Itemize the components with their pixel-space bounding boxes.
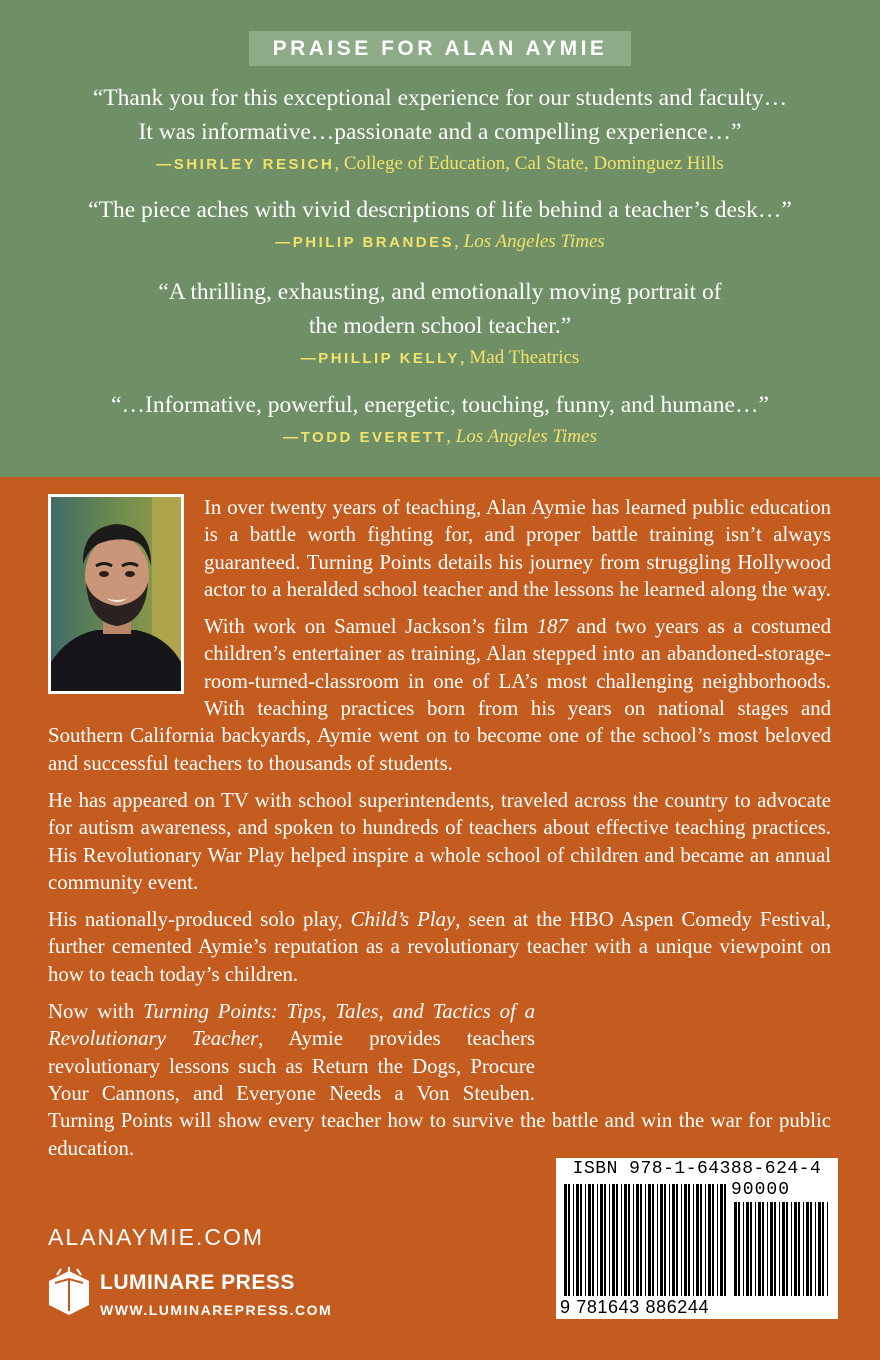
barcode-bar bbox=[664, 1184, 666, 1296]
bio-paragraph-5: Now with Turning Points: Tips, Tales, and Tactics of a Revolutionary Teacher, Aymie provides teachers revolutionary lessons such as Return the Dogs, Procure Your Cannons, and Everyone Needs a Von Steuben. Turning Points will show every teacher how to survive the battle and win the war for public education. bbox=[48, 1000, 831, 1160]
quote-1 bbox=[0, 81, 880, 178]
barcode-bar bbox=[633, 1184, 634, 1296]
publisher-url: WWW.LUMINAREPRESS.COM bbox=[100, 1302, 333, 1318]
barcode-bar bbox=[621, 1184, 622, 1296]
quote-text: It was informative…passionate and a compelling experience…” bbox=[138, 119, 742, 145]
barcode-bar bbox=[750, 1202, 752, 1296]
barcode-bar bbox=[604, 1184, 606, 1296]
author-bio bbox=[48, 494, 831, 1172]
author-portrait-image bbox=[48, 494, 184, 694]
barcode-bar bbox=[636, 1184, 639, 1296]
quote-attribution: —TODD EVERETT, Los Angeles Times bbox=[283, 426, 597, 447]
barcode-bar bbox=[724, 1184, 726, 1296]
barcode-bar bbox=[708, 1184, 711, 1296]
barcode-bar bbox=[564, 1184, 567, 1296]
barcode-bar bbox=[755, 1202, 756, 1296]
barcode-bar bbox=[573, 1184, 574, 1296]
barcode-bar bbox=[580, 1184, 582, 1296]
barcode-bar bbox=[688, 1184, 690, 1296]
quote-text: “Thank you for this exceptional experience for our students and faculty… bbox=[92, 85, 788, 111]
barcode-bar bbox=[652, 1184, 654, 1296]
quote-author: —SHIRLEY RESICH bbox=[156, 156, 335, 173]
barcode-bar bbox=[612, 1184, 615, 1296]
barcode-bar bbox=[681, 1184, 682, 1296]
barcode-bar bbox=[822, 1202, 824, 1296]
quote-attribution: —PHILIP BRANDES, Los Angeles Times bbox=[275, 231, 605, 252]
barcode-bar bbox=[628, 1184, 630, 1296]
quote-author: —PHILIP BRANDES bbox=[275, 234, 455, 251]
quote-text: “…Informative, powerful, energetic, touching, funny, and humane…” bbox=[111, 392, 769, 418]
barcode-bar bbox=[609, 1184, 610, 1296]
barcode-bar bbox=[720, 1184, 723, 1296]
barcode-spacer bbox=[549, 1008, 831, 1088]
quote-source: Los Angeles Times bbox=[455, 426, 597, 447]
barcode-addon-text: 90000 bbox=[731, 1180, 791, 1200]
barcode-bar bbox=[717, 1184, 718, 1296]
barcode-bar bbox=[705, 1184, 706, 1296]
barcode-bar bbox=[738, 1202, 740, 1296]
barcode-bar bbox=[803, 1202, 804, 1296]
barcode-bar bbox=[810, 1202, 812, 1296]
barcode-bar bbox=[758, 1202, 761, 1296]
quote-4 bbox=[0, 388, 880, 451]
barcode-bar bbox=[588, 1184, 591, 1296]
isbn-barcode bbox=[556, 1158, 838, 1319]
barcode-bar bbox=[815, 1202, 816, 1296]
praise-header: PRAISE FOR ALAN AYMIE bbox=[249, 31, 631, 66]
barcode-bar bbox=[657, 1184, 658, 1296]
bio-paragraph-1: In over twenty years of teaching, Alan Aymie has learned public education is a battle worth fighting for, and proper battle training isn’t always guaranteed. Turning Points details his journey from struggling Hollywood actor to a heralded school teacher and the lessons he learned along the way. bbox=[204, 496, 831, 601]
barcode-bar bbox=[786, 1202, 788, 1296]
barcode-bar bbox=[660, 1184, 663, 1296]
barcode-digits: 9 781643 886244 bbox=[560, 1297, 710, 1317]
barcode-bar bbox=[597, 1184, 598, 1296]
bio-paragraph-2: With work on Samuel Jackson’s film 187 and two years as a costumed children’s entertainer as training, Alan stepped into an abandoned-storage-room-turned-classroom in one of LA’s most challenging neighborhoods. With teaching practices born from his years on national stages and Southern California backyards, Aymie went on to become one of the school’s most beloved and successful teachers to thousands of students. bbox=[48, 615, 831, 775]
barcode-bar bbox=[798, 1202, 800, 1296]
quote-3 bbox=[0, 275, 880, 372]
barcode-bar bbox=[693, 1184, 694, 1296]
isbn-text: ISBN 978-1-64388-624-4 bbox=[572, 1159, 822, 1179]
barcode-bar bbox=[770, 1202, 773, 1296]
barcode-bar bbox=[818, 1202, 821, 1296]
bio-paragraph-3: He has appeared on TV with school superintendents, traveled across the country to advocate for autism awareness, and spoken to hundreds of teachers about effective teaching practices. His Revolutionary War Play helped inspire a whole school of children and became an annual community event. bbox=[48, 788, 831, 894]
barcode-bar bbox=[791, 1202, 792, 1296]
play-title: Child’s Play bbox=[350, 908, 456, 932]
quote-attribution bbox=[0, 151, 880, 178]
barcode-bar bbox=[616, 1184, 618, 1296]
quote-source: Los Angeles Times bbox=[463, 231, 605, 252]
barcode-bar bbox=[568, 1184, 570, 1296]
barcode-bar bbox=[624, 1184, 627, 1296]
quote-text: the modern school teacher.” bbox=[308, 313, 572, 339]
barcode-bar bbox=[684, 1184, 687, 1296]
barcode-bar bbox=[669, 1184, 670, 1296]
author-photo bbox=[48, 494, 184, 694]
luminare-logo-icon bbox=[47, 1267, 91, 1317]
barcode-bar bbox=[762, 1202, 764, 1296]
barcode-bar bbox=[676, 1184, 678, 1296]
quote-author: —TODD EVERETT bbox=[283, 429, 447, 446]
quote-source: , College of Education, Cal State, Dominguez Hills bbox=[334, 153, 724, 174]
quote-2 bbox=[0, 193, 880, 256]
quote-attribution bbox=[0, 345, 880, 372]
barcode-bar bbox=[767, 1202, 768, 1296]
publisher-name: LUMINARE PRESS bbox=[100, 1271, 295, 1294]
barcode-bar bbox=[774, 1202, 776, 1296]
barcode-bar bbox=[806, 1202, 809, 1296]
barcode-bar bbox=[576, 1184, 579, 1296]
barcode-bar bbox=[600, 1184, 603, 1296]
barcode-bar bbox=[672, 1184, 675, 1296]
barcode-bar bbox=[734, 1202, 737, 1296]
author-website: ALANAYMIE.COM bbox=[48, 1224, 264, 1250]
quote-text: “A thrilling, exhausting, and emotionally moving portrait of bbox=[158, 279, 722, 305]
quote-author: —PHILLIP KELLY bbox=[300, 350, 460, 367]
barcode-bar bbox=[743, 1202, 744, 1296]
barcode-bar bbox=[696, 1184, 699, 1296]
barcode-bar bbox=[712, 1184, 714, 1296]
barcode-bar bbox=[779, 1202, 780, 1296]
quote-text: “The piece aches with vivid descriptions of life behind a teacher’s desk…” bbox=[88, 197, 792, 223]
barcode-bar bbox=[592, 1184, 594, 1296]
barcode-bar bbox=[782, 1202, 785, 1296]
barcode-bar bbox=[746, 1202, 749, 1296]
barcode-bar bbox=[700, 1184, 702, 1296]
barcode-bar bbox=[648, 1184, 651, 1296]
praise-section bbox=[0, 0, 880, 477]
barcode-bar bbox=[794, 1202, 797, 1296]
barcode-bar bbox=[585, 1184, 586, 1296]
book-title: Turning Points: Tips, Tales, and Tactics of a Revolutionary Teacher bbox=[48, 1000, 535, 1051]
quote-source: , Mad Theatrics bbox=[459, 347, 580, 368]
film-title: 187 bbox=[536, 615, 568, 639]
barcode-bar bbox=[645, 1184, 646, 1296]
barcode-bar bbox=[640, 1184, 642, 1296]
bio-paragraph-4: His nationally-produced solo play, Child’s Play, seen at the HBO Aspen Comedy Festival, further cemented Aymie’s reputation as a revolutionary teacher with a unique viewpoint on how to teach today’s children. bbox=[48, 908, 832, 986]
barcode-bars bbox=[556, 1158, 838, 1319]
barcode-bar bbox=[827, 1202, 828, 1296]
